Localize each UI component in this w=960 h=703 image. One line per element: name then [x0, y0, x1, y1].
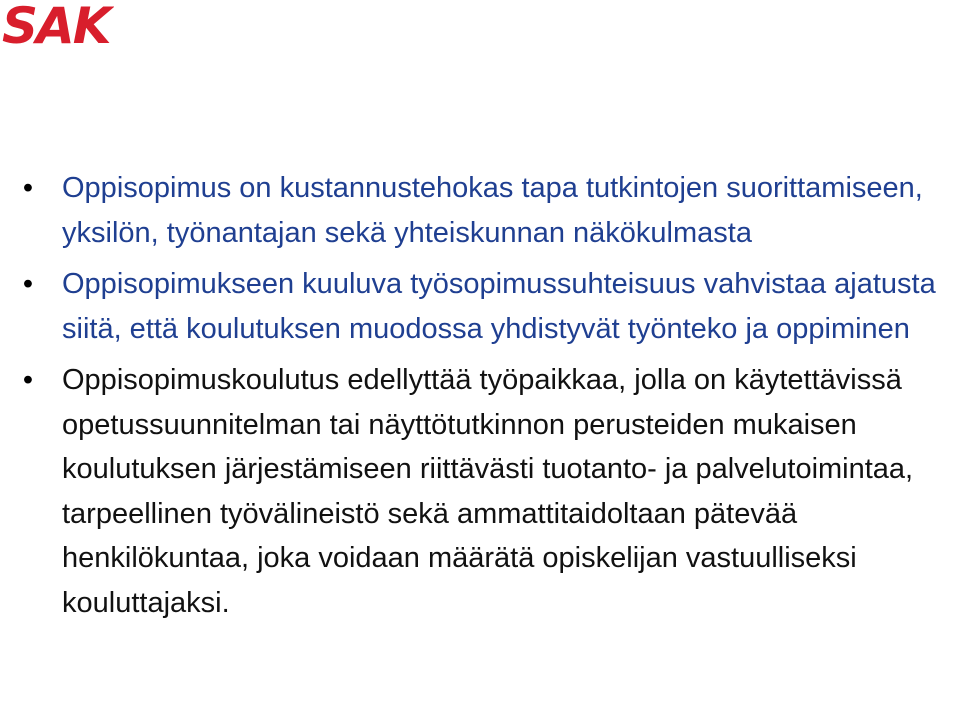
bullet-dot-icon: •: [22, 364, 34, 396]
bullet-text-2: Oppisopimukseen kuuluva työsopimussuhteisuus vahvistaa ajatusta siitä, että koulutuksen muodossa yhdistyvät työnteko ja oppiminen: [62, 268, 936, 345]
bullet-dot-icon: •: [22, 172, 34, 204]
bullet-text-3: Oppisopimuskoulutus edellyttää työpaikkaa, jolla on käytettävissä opetussuunnitelman tai näyttötutkinnon perusteiden mukaisen koulutuksen järjestämiseen riittävästi tuotanto- ja palvelutoimintaa, tarpeellinen työvälineistö sekä ammattitaidoltaan pätevää henkilökuntaa, joka voidaan määrätä opiskelijan vastuulliseksi kouluttajaksi.: [62, 364, 914, 619]
bullet-item-3: [18, 358, 953, 625]
sak-logo: [2, 2, 114, 46]
bullet-dot-icon: •: [22, 268, 34, 300]
sak-logo-graphic: [2, 2, 114, 46]
bullet-item-2: [18, 262, 953, 351]
sak-logo-text: SAK: [2, 2, 110, 46]
bullet-item-1: [18, 166, 953, 255]
bullet-text-1: Oppisopimus on kustannustehokas tapa tutkintojen suorittamiseen, yksilön, työnantajan sekä yhteiskunnan näkökulmasta: [62, 172, 923, 249]
bullet-list: [18, 166, 953, 625]
